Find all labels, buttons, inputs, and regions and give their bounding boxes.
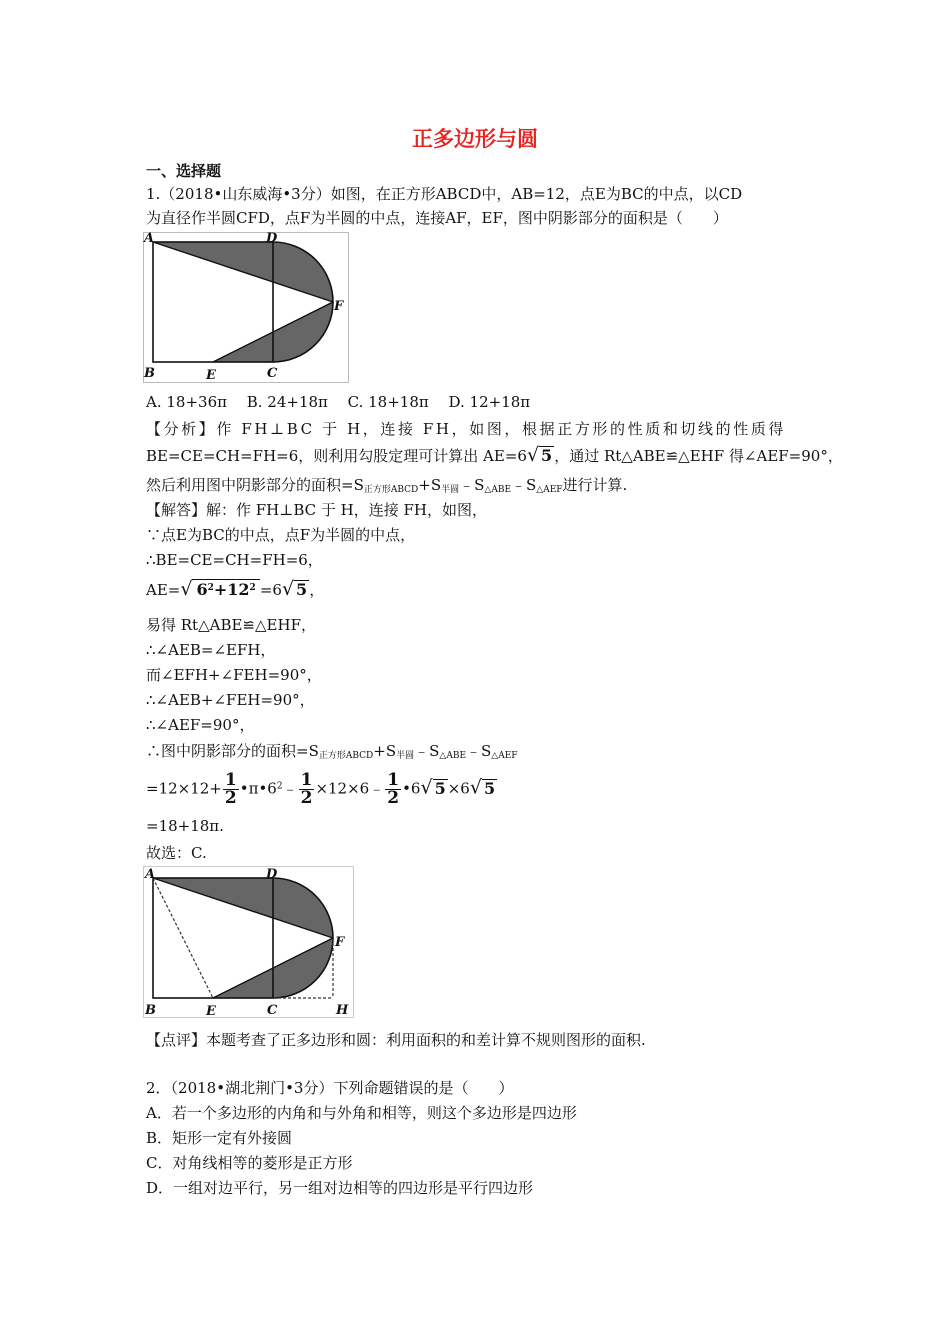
question-2-option-a: A．若一个多边形的内角和与外角和相等，则这个多边形是四边形 bbox=[146, 1104, 577, 1122]
solution-line-8: ∴∠AEB+∠FEH=90°， bbox=[146, 691, 315, 709]
label-c: C bbox=[267, 366, 278, 381]
solution-answer: 故选：C. bbox=[146, 844, 207, 862]
label-f: F bbox=[335, 935, 345, 950]
label-h: H bbox=[336, 1003, 349, 1018]
solution-line-9: ∴∠AEF=90°， bbox=[146, 716, 255, 734]
solution-calc: =12×12+ $\frac{1}{2}$ $•\pi•6^2﹣$ $\frac{1}{2}$ ×12×6﹣ $\frac{1}{2}$ •6√ 5 ×6√ 5 bbox=[146, 770, 496, 808]
solution-line-5: 易得 Rt△ABE≌△EHF， bbox=[146, 616, 316, 634]
analysis-line-2: BE=CE=CH=FH=6，则利用勾股定理可计算出 AE=6√ 5 ，通过 Rt△ABE≌△EHF 得∠AEF=90°， bbox=[146, 444, 843, 466]
solution-line-2: ∵点E为BC的中点，点F为半圆的中点， bbox=[146, 526, 416, 544]
solution-line-10: ∴图中阴影部分的面积$=S_{正方形ABCD}+S_{半圆}﹣S_{\triangle ABE}﹣S_{\triangle AEF}$ bbox=[146, 742, 518, 761]
label-d: D bbox=[266, 867, 278, 882]
solution-result: =18+18π. bbox=[146, 817, 224, 835]
label-a: A bbox=[144, 232, 155, 246]
solution-ae-formula: AE=√ $6^2+12^2 =6√$ 5 ， bbox=[146, 578, 325, 600]
question-1-line-2: 为直径作半圆CFD，点F为半圆的中点，连接AF，EF，图中阴影部分的面积是（ ） bbox=[146, 209, 728, 227]
question-1-options: A. 18+36π B. 24+18π C. 18+18π D. 12+18π bbox=[146, 393, 531, 411]
solution-line-3: ∴BE=CE=CH=FH=6， bbox=[146, 551, 323, 569]
section-heading: 一、选择题 bbox=[146, 162, 222, 180]
label-b: B bbox=[145, 1003, 156, 1018]
page-title: 正多边形与圆 bbox=[412, 127, 538, 151]
question-2-stem: 2．（2018•湖北荆门•3分）下列命题错误的是（ ） bbox=[146, 1079, 514, 1097]
label-c: C bbox=[267, 1003, 278, 1018]
label-f: F bbox=[334, 299, 344, 314]
question-2-option-c: C．对角线相等的菱形是正方形 bbox=[146, 1154, 353, 1172]
solution-line-7: 而∠EFH+∠FEH=90°， bbox=[146, 666, 322, 684]
figure-2 bbox=[143, 866, 356, 1020]
comment: 【点评】本题考查了正多边形和圆：利用面积的和差计算不规则图形的面积. bbox=[146, 1031, 646, 1049]
label-e: E bbox=[206, 1004, 216, 1019]
analysis-line-1: 【分析】作 FH⊥BC 于 H，连接 FH，如图，根据正方形的性质和切线的性质得 bbox=[146, 420, 787, 438]
label-a: A bbox=[145, 867, 156, 882]
question-1-line-1: 1.（2018•山东威海•3分）如图，在正方形ABCD中，AB=12，点E为BC的中点，以CD bbox=[146, 185, 743, 203]
figure-1 bbox=[143, 232, 351, 384]
segment-ae-dashed bbox=[153, 878, 213, 998]
solution-line-1: 【解答】解：作 FH⊥BC 于 H，连接 FH，如图， bbox=[146, 501, 488, 519]
analysis-line-3: 然后利用图中阴影部分的面积$=S_{正方形ABCD}+S_{半圆}﹣S_{\triangle ABE}﹣S_{\triangle AEF}$进行计算. bbox=[146, 476, 628, 495]
solution-line-6: ∴∠AEB=∠EFH， bbox=[146, 641, 276, 659]
label-d: D bbox=[266, 232, 278, 246]
label-b: B bbox=[144, 366, 155, 381]
question-2-option-b: B．矩形一定有外接圆 bbox=[146, 1129, 293, 1147]
question-2-option-d: D．一组对边平行，另一组对边相等的四边形是平行四边形 bbox=[146, 1179, 534, 1197]
label-e: E bbox=[206, 368, 216, 383]
